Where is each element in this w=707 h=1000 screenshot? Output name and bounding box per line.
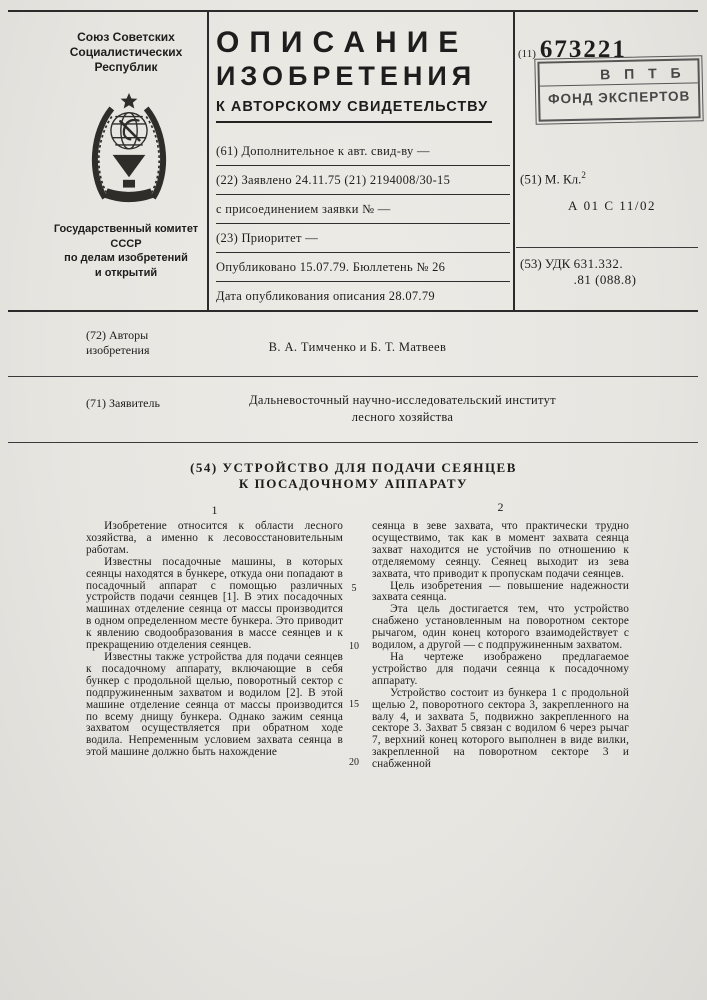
paragraph: Известны посадочные машины, в которых сеянцы находятся в бункере, откуда они попадают в посадочный аппарат с помощью различных устройств подачи сеянцев [1]. В этих посадочных машинах отделение сеянца от массы производится в одном определенном месте бункера. Это приводит к явлению сводообразования в массе сеянцев и к прекращению отделения сеянцев. xyxy=(86,555,343,652)
field-53-udk xyxy=(520,256,637,288)
description-column-2 xyxy=(372,521,629,771)
paragraph: На чертеже изображено предлагаемое устройство для подачи сеянца к посадочному аппарату. xyxy=(372,650,629,687)
authors-label: (72) Авторы изобретения xyxy=(86,328,150,357)
document-title-line1: ОПИСАНИЕ xyxy=(216,26,469,59)
invention-title: (54) УСТРОЙСТВО ДЛЯ ПОДАЧИ СЕЯНЦЕВ К ПОСАДОЧНОМУ АППАРАТУ xyxy=(190,460,517,491)
class-superscript: 2 xyxy=(581,170,586,180)
paragraph: Эта цель достигается тем, что устройство снабжено установленным на поворотном секторе рычагом, один конец которого взаимодействует с водилом, а другой — с подпружиненным захватом. xyxy=(372,603,629,652)
udk-label: (53) УДК xyxy=(520,256,571,271)
stamp-line1: В П Т Б xyxy=(539,60,697,86)
library-stamp xyxy=(537,58,700,121)
authors-divider xyxy=(8,376,698,377)
field-publication-date: Дата опубликования описания 28.07.79 xyxy=(216,289,435,303)
applicant-label: (71) Заявитель xyxy=(86,396,160,410)
line-number: 20 xyxy=(349,757,359,768)
field-23-priority: (23) Приоритет — xyxy=(216,224,510,253)
description-column-1 xyxy=(86,521,343,771)
paragraph: Изобретение относится к области лесного хозяйства, а именно к лесовосстановительным работам. xyxy=(86,520,343,556)
field-published: Опубликовано 15.07.79. Бюллетень № 26 xyxy=(216,253,510,282)
paragraph: сеянца в зеве захвата, что практически трудно осуществимо, так как в момент захвата сеянца захват находится не устойчив по отношению к отделяемому сеянцу. Сеянец выходит из зева захвата, что приводит к пропускам подачи сеянцев. xyxy=(372,520,629,580)
stamp-line2: ФОНД ЭКСПЕРТОВ xyxy=(547,88,691,107)
right-column-divider xyxy=(513,10,515,310)
field-22-filing: (22) Заявлено 24.11.75 (21) 2194008/30-15 xyxy=(216,166,510,195)
document-title-line2: ИЗОБРЕТЕНИЯ xyxy=(216,61,477,91)
applicant-name: Дальневосточный научно-исследовательский институт лесного хозяйства xyxy=(249,393,556,424)
class-label: (51) М. Кл. xyxy=(520,171,582,187)
paragraph: Устройство состоит из бункера 1 с продольной щелью 2, поворотного сектора 3, закрепленного на валу 4, и захвата 5, подвижно закрепленного на секторе 3. Захват 5 связан с водилом 6 через рычаг 7, верхний конец которого выполнен в виде вилки, закрепленной на поворотном секторе 3 и снабженной xyxy=(372,686,629,771)
column-2-number: 2 xyxy=(497,500,504,514)
header-bottom-divider xyxy=(8,310,698,312)
paragraph: Цель изобретения — повышение надежности захвата сеянца. xyxy=(372,579,629,604)
field-joined-application: с присоединением заявки № — xyxy=(216,195,510,224)
line-number: 5 xyxy=(351,583,357,594)
field-51-class-label xyxy=(520,170,586,187)
publication-number-value: 673221 xyxy=(539,36,627,63)
line-number: 15 xyxy=(349,699,359,710)
paragraph: Известны также устройства для подачи сеянцев к посадочному аппарату, включающие в себя бункер с продольной щелью, поворотный сектор с подпружиненным захватом и водилом [2]. В этой машине отделение сеянца от массы производится по всему днищу бункера. Однако зажим сеянца захватом осуществляется при обратном ходе водила. Непременным условием захвата сеянца в этой машине должно быть нахождение xyxy=(86,650,343,759)
applicant-divider xyxy=(8,442,698,443)
publication-number-label: (11) xyxy=(518,48,536,60)
document-header xyxy=(216,26,510,310)
udk-value: 631.332. .81 (088.8) xyxy=(573,256,637,287)
committee-name: Государственный комитет СССР по делам изобретений и открытий xyxy=(53,223,199,279)
field-51-class-value: А 01 С 11/02 xyxy=(568,198,656,213)
bibliographic-fields xyxy=(216,137,510,310)
union-name: Союз Советских Социалистических Республик xyxy=(69,30,183,74)
authors-names: В. А. Тимченко и Б. Т. Матвеев xyxy=(268,340,447,354)
classification-divider xyxy=(516,247,698,248)
column-1-number: 1 xyxy=(211,503,218,517)
line-number: 10 xyxy=(349,641,359,652)
top-divider xyxy=(8,10,698,12)
field-61-additional: (61) Дополнительное к авт. свид-ву — xyxy=(216,137,510,166)
document-subtitle: К АВТОРСКОМУ СВИДЕТЕЛЬСТВУ xyxy=(216,96,492,123)
ussr-coat-of-arms-icon xyxy=(86,86,172,210)
